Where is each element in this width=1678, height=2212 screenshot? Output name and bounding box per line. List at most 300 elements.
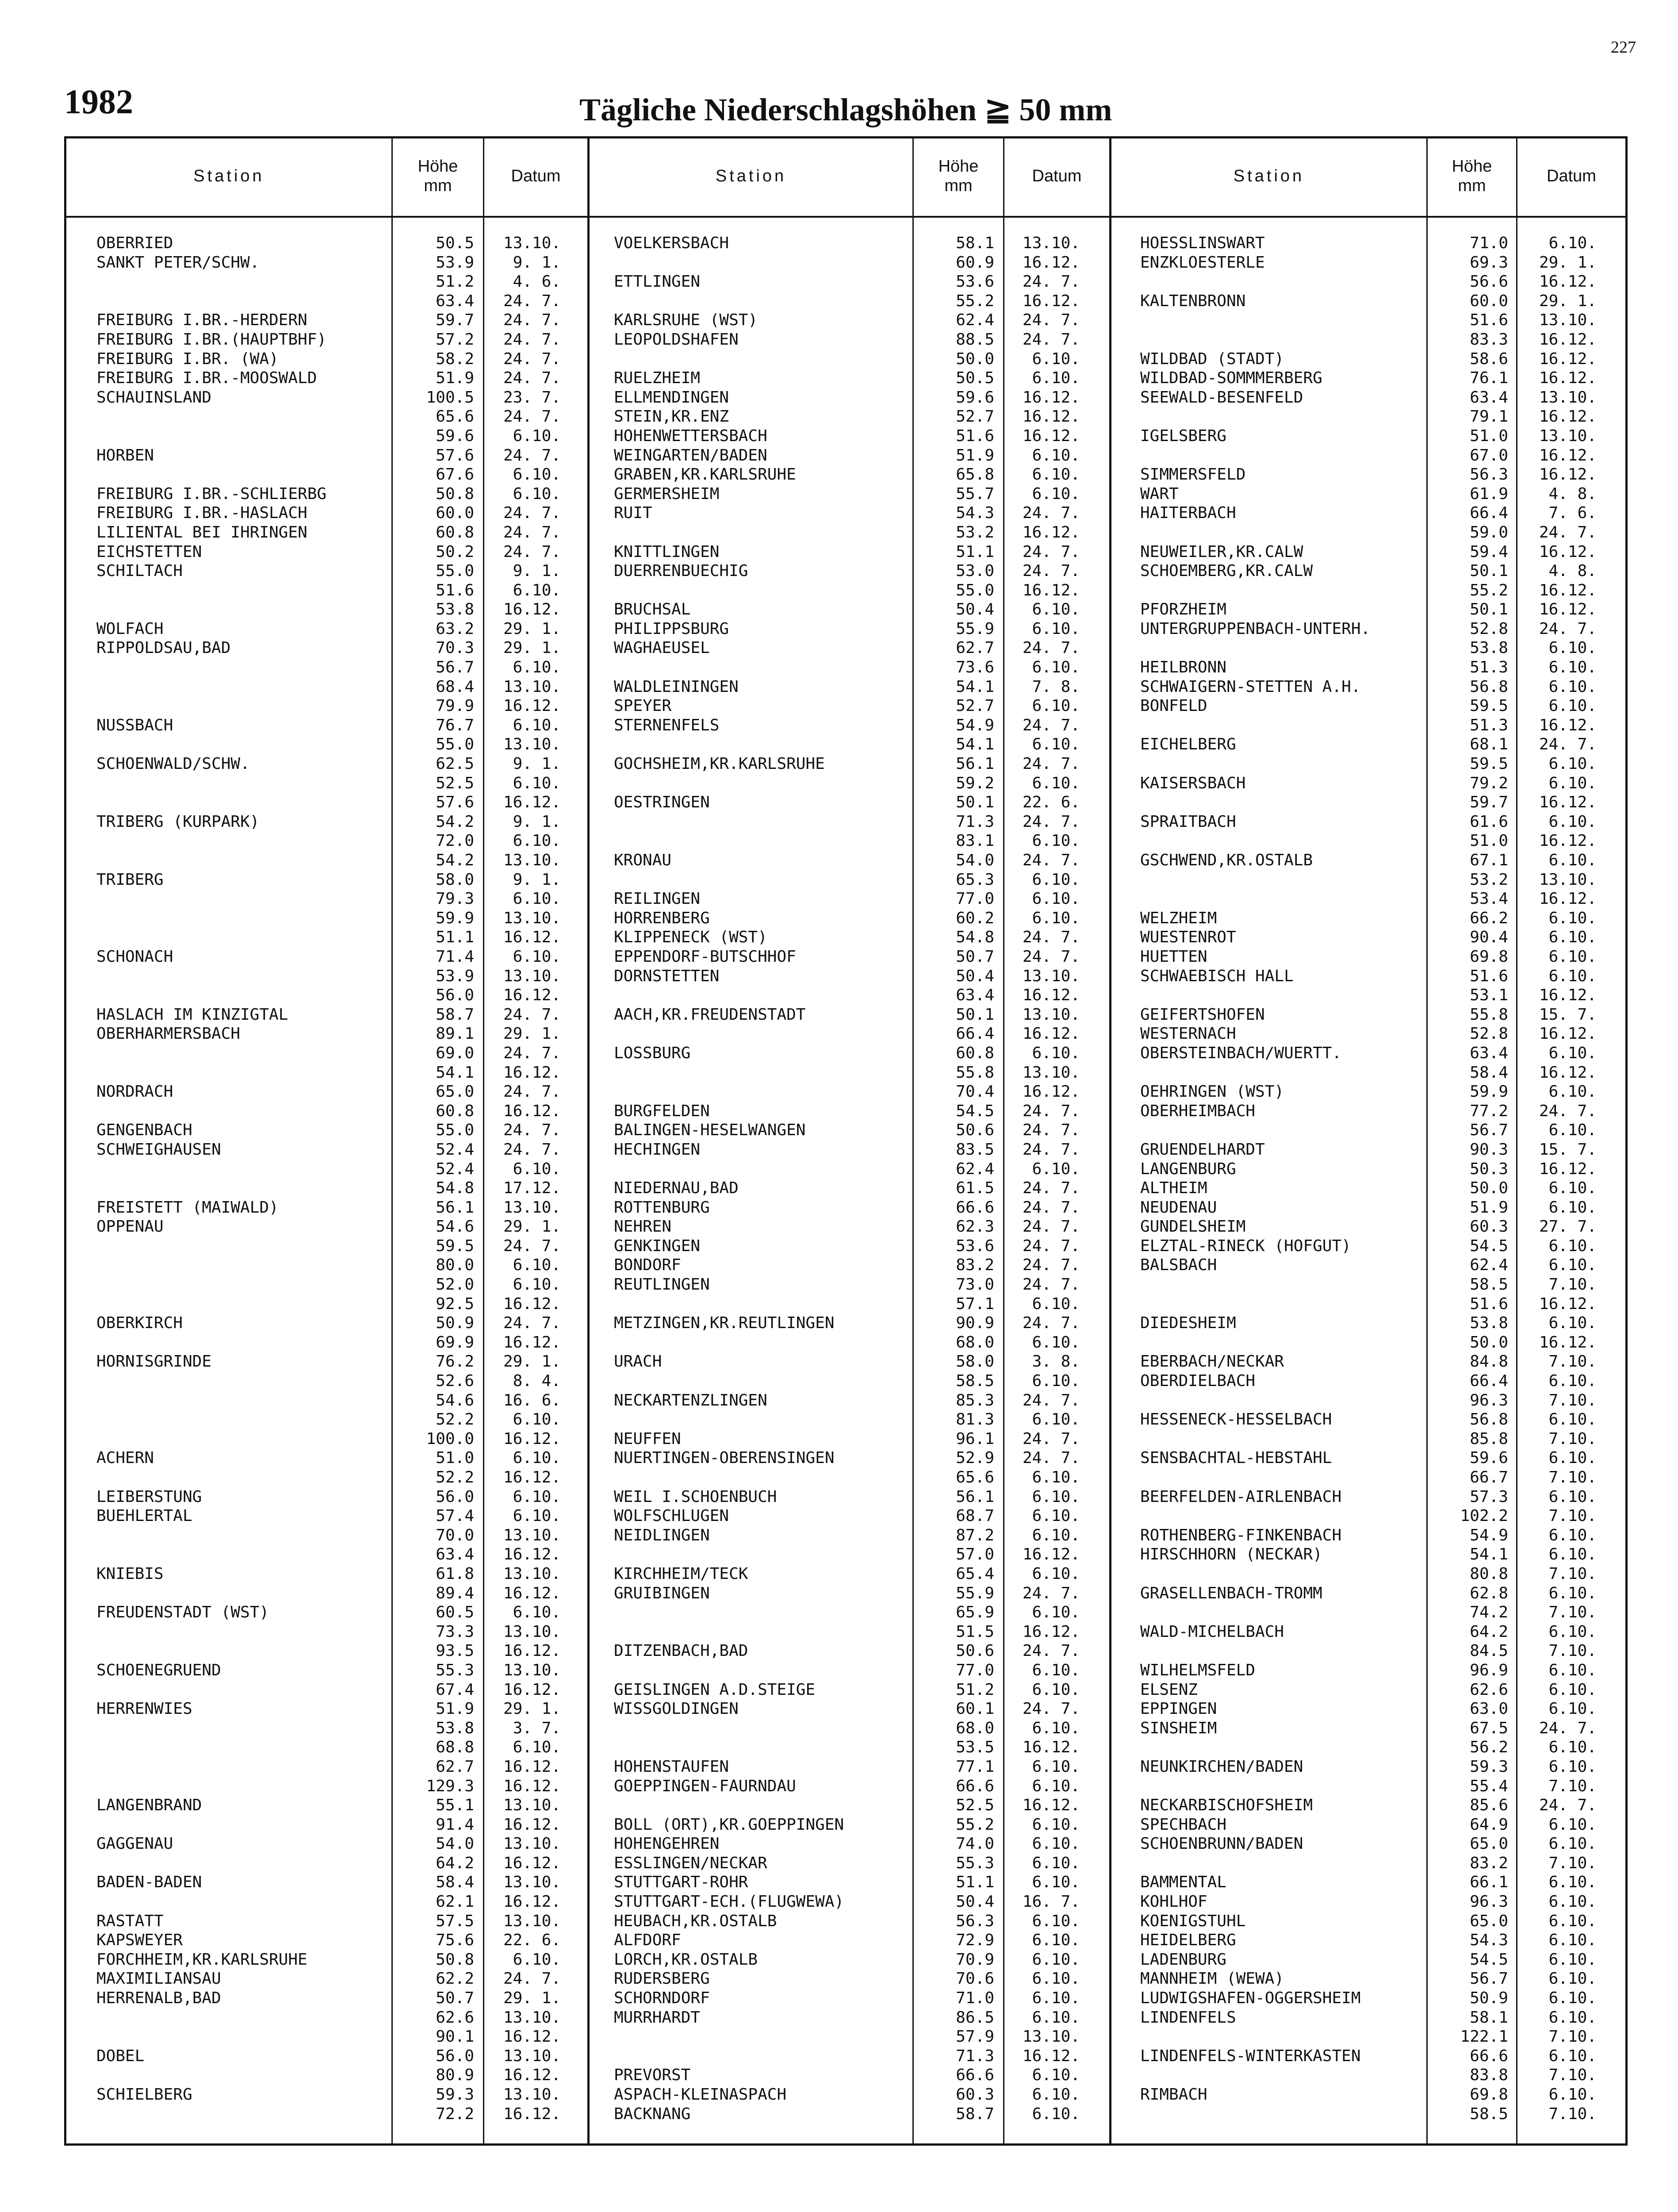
- header-height: Höhe mm: [938, 157, 979, 195]
- date-value: 6.10.: [1548, 1622, 1597, 1641]
- station-name: [614, 1622, 910, 1642]
- station-name: GRASELLENBACH-TROMM: [1140, 1584, 1322, 1602]
- height-value: 54.0: [436, 1835, 474, 1853]
- station-name: TRIBERG (KURPARK): [96, 812, 260, 831]
- height-value: 63.0: [1470, 1700, 1508, 1718]
- station-name: WOLFACH: [96, 619, 164, 638]
- date-value: 24. 7.: [503, 1121, 561, 1140]
- station-name: RIMBACH: [1140, 2085, 1207, 2104]
- station-name: [614, 1333, 910, 1352]
- date-value: 13.10.: [503, 909, 561, 927]
- date-value: 6.10.: [1548, 234, 1597, 252]
- station-name: SCHWEIGHAUSEN: [96, 1140, 221, 1159]
- station-list: [614, 234, 910, 2124]
- station-name: [1140, 1275, 1425, 1294]
- station-name: [96, 1410, 388, 1429]
- date-value: 6.10.: [1032, 1468, 1080, 1486]
- height-value: 60.0: [436, 504, 474, 522]
- height-value: 56.7: [1470, 1121, 1508, 1140]
- height-value: 62.1: [436, 1893, 474, 1911]
- station-name: HOHENSTAUFEN: [614, 1757, 729, 1776]
- station-name: [96, 600, 388, 619]
- date-value: 13.10.: [503, 1526, 561, 1544]
- height-value: 58.7: [956, 2104, 994, 2123]
- height-value: 63.4: [436, 292, 474, 310]
- height-value: 96.3: [1470, 1391, 1508, 1409]
- station-name: SPEYER: [614, 697, 672, 715]
- station-name: OBERDIELBACH: [1140, 1372, 1256, 1390]
- date-value: 24. 7.: [1022, 947, 1080, 966]
- date-value: 16.12.: [1539, 1294, 1597, 1313]
- date-value: 6.10.: [1032, 600, 1080, 619]
- station-name: FREISTETT (MAIWALD): [96, 1198, 279, 1217]
- date-value: 6.10.: [1032, 1507, 1080, 1525]
- height-value: 56.7: [436, 658, 474, 677]
- date-value: 6.10.: [1032, 2085, 1080, 2104]
- date-value: 29. 1.: [503, 619, 561, 638]
- station-name: KARLSRUHE (WST): [614, 311, 758, 330]
- height-value: 96.9: [1470, 1661, 1508, 1679]
- height-value: 56.8: [1470, 1410, 1508, 1429]
- station-name: NEUDENAU: [1140, 1198, 1217, 1217]
- height-value: 70.0: [436, 1526, 474, 1544]
- height-value: 58.1: [1470, 2008, 1508, 2027]
- station-name: [96, 1641, 388, 1661]
- height-value: 60.2: [956, 909, 994, 927]
- station-name: [1140, 311, 1425, 330]
- station-name: WALDLEININGEN: [614, 677, 739, 696]
- header-date: Datum: [1547, 167, 1596, 185]
- date-value: 7.10.: [1548, 1564, 1597, 1583]
- date-value: 6.10.: [1548, 1449, 1597, 1467]
- height-value: 54.6: [436, 1217, 474, 1236]
- station-name: WILHELMSFELD: [1140, 1661, 1256, 1679]
- height-value: 71.3: [956, 812, 994, 831]
- station-name: NUSSBACH: [96, 716, 173, 734]
- date-value: 16.12.: [1539, 369, 1597, 388]
- station-name: [1140, 1333, 1425, 1352]
- height-value: 55.1: [436, 1796, 474, 1815]
- station-name: DORNSTETTEN: [614, 967, 720, 985]
- station-name: HASLACH IM KINZIGTAL: [96, 1005, 288, 1024]
- date-value: 6.10.: [1548, 1410, 1597, 1429]
- station-name: [1140, 2104, 1425, 2124]
- date-value: 16.12.: [503, 928, 561, 947]
- station-name: GRUIBINGEN: [614, 1584, 710, 1602]
- height-value: 66.6: [956, 1198, 994, 1217]
- station-name: [1140, 1121, 1425, 1140]
- date-value: 6.10.: [1548, 1256, 1597, 1275]
- station-name: SCHORNDORF: [614, 1989, 710, 2008]
- height-value: 54.5: [1470, 1237, 1508, 1255]
- date-value: 6.10.: [1032, 349, 1080, 368]
- station-name: [1140, 446, 1425, 465]
- station-name: REUTLINGEN: [614, 1275, 710, 1294]
- station-name: WART: [1140, 484, 1179, 503]
- height-value: 50.4: [956, 1893, 994, 1911]
- date-value: 13.10.: [503, 1198, 561, 1217]
- station-name: WUESTENROT: [1140, 928, 1236, 947]
- date-value: 6.10.: [1548, 755, 1597, 773]
- height-value: 59.6: [1470, 1449, 1508, 1467]
- date-value: 7. 8.: [1032, 677, 1080, 696]
- date-value: 7.10.: [1548, 1391, 1597, 1409]
- date-value: 16.12.: [1539, 273, 1597, 291]
- height-value: 60.3: [1470, 1217, 1508, 1236]
- date-value: 29. 1.: [1539, 292, 1597, 310]
- date-value: 16.12.: [1539, 1025, 1597, 1043]
- date-value: 6.10.: [1032, 1487, 1080, 1506]
- date-value: 24. 7.: [1022, 928, 1080, 947]
- height-value: 50.0: [956, 349, 994, 368]
- station-name: STEIN,KR.ENZ: [614, 407, 729, 426]
- date-value: 16.12.: [1022, 2047, 1080, 2065]
- station-name: SINSHEIM: [1140, 1719, 1217, 1737]
- date-value: 6.10.: [513, 1449, 561, 1467]
- height-value: 52.2: [436, 1410, 474, 1429]
- station-name: [1140, 1564, 1425, 1584]
- date-value: 6.10.: [1032, 1564, 1080, 1583]
- height-value: 56.3: [956, 1912, 994, 1930]
- height-value: 54.1: [956, 677, 994, 696]
- date-value: 24. 7.: [503, 1314, 561, 1333]
- date-value: 16.12.: [1022, 1545, 1080, 1564]
- height-value: 90.1: [436, 2028, 474, 2046]
- height-value: 65.0: [1470, 1912, 1508, 1930]
- date-value: 6.10.: [1032, 1989, 1080, 2008]
- date-value: 7.10.: [1548, 2028, 1597, 2046]
- station-name: NORDRACH: [96, 1083, 173, 1101]
- height-value: 54.8: [436, 1179, 474, 1198]
- date-value: 16.12.: [1539, 446, 1597, 465]
- date-value: 6.10.: [513, 658, 561, 677]
- date-value: 24. 7.: [1022, 311, 1080, 330]
- date-value: 24. 7.: [503, 1970, 561, 1988]
- height-value: 80.8: [1470, 1564, 1508, 1583]
- date-value: 24. 7.: [503, 311, 561, 330]
- date-value: 24. 7.: [1022, 639, 1080, 657]
- date-value: 6.10.: [1548, 947, 1597, 966]
- station-name: [614, 1719, 910, 1738]
- station-name: OBERSTEINBACH/WUERTT.: [1140, 1044, 1342, 1062]
- height-value: 67.6: [436, 465, 474, 484]
- station-name: [96, 735, 388, 754]
- station-name: MANNHEIM (WEWA): [1140, 1970, 1284, 1988]
- station-name: SEEWALD-BESENFELD: [1140, 388, 1303, 407]
- height-value: 69.9: [436, 1333, 474, 1352]
- height-value: 56.3: [1470, 465, 1508, 484]
- date-value: 13.10.: [503, 677, 561, 696]
- date-value: 13.10.: [503, 851, 561, 869]
- station-name: HAITERBACH: [1140, 504, 1236, 522]
- height-value: 53.5: [956, 1738, 994, 1757]
- station-name: LANGENBURG: [1140, 1160, 1236, 1178]
- station-name: [614, 870, 910, 890]
- station-name: [96, 1680, 388, 1700]
- height-value: 66.6: [956, 2066, 994, 2085]
- station-name: FREIBURG I.BR.(HAUPTBHF): [96, 330, 327, 349]
- page-title: Tägliche Niederschlagshöhen ≧ 50 mm: [579, 92, 1112, 127]
- station-name: HOHENWETTERSBACH: [614, 426, 767, 445]
- station-name: BUEHLERTAL: [96, 1507, 192, 1525]
- date-value: 6.10.: [1032, 1854, 1080, 1872]
- station-name: [614, 1545, 910, 1564]
- date-value: 13.10.: [1539, 388, 1597, 407]
- station-name: NEUFFEN: [614, 1429, 681, 1448]
- date-value: 6.10.: [1548, 1083, 1597, 1101]
- height-value: 66.4: [956, 1025, 994, 1043]
- station-name: [1140, 716, 1425, 735]
- height-value: 65.8: [956, 465, 994, 484]
- height-value: 90.4: [1470, 928, 1508, 947]
- station-name: REILINGEN: [614, 890, 701, 908]
- date-value: 24. 7.: [503, 542, 561, 561]
- height-value: 58.5: [956, 1372, 994, 1390]
- date-value: 16.12.: [1022, 253, 1080, 272]
- height-value: 50.0: [1470, 1333, 1508, 1352]
- height-value: 62.4: [956, 1160, 994, 1178]
- height-value: 66.4: [1470, 1372, 1508, 1390]
- station-name: ENZKLOESTERLE: [1140, 253, 1265, 272]
- height-value: 54.6: [436, 1391, 474, 1409]
- station-name: [614, 1603, 910, 1622]
- station-name: SCHOENBRUNN/BADEN: [1140, 1835, 1303, 1853]
- date-value: 24. 7.: [1022, 330, 1080, 349]
- group-rule: [587, 136, 590, 2146]
- height-value: 52.4: [436, 1160, 474, 1178]
- station-name: [614, 523, 910, 542]
- date-value: 6.10.: [1032, 1333, 1080, 1352]
- date-value: 6.10.: [513, 774, 561, 792]
- date-value: 24. 7.: [1022, 851, 1080, 869]
- date-value: 24. 7.: [1022, 273, 1080, 291]
- station-name: [1140, 754, 1425, 774]
- date-value: 24. 7.: [1022, 1275, 1080, 1294]
- height-value: 63.2: [436, 619, 474, 638]
- height-value: 50.8: [436, 1950, 474, 1969]
- station-name: [96, 774, 388, 793]
- date-value: 6.10.: [513, 1738, 561, 1757]
- date-value: 6.10.: [1032, 1777, 1080, 1795]
- station-name: FREIBURG I.BR.-HERDERN: [96, 311, 307, 330]
- height-value: 58.0: [956, 1352, 994, 1371]
- date-value: 16.12.: [1022, 1738, 1080, 1757]
- date-value: 16.12.: [1022, 986, 1080, 1005]
- height-value: 54.5: [956, 1102, 994, 1120]
- station-name: [96, 1622, 388, 1642]
- station-name: ELZTAL-RINECK (HOFGUT): [1140, 1237, 1351, 1255]
- height-value: 58.4: [1470, 1063, 1508, 1082]
- height-value: 55.8: [1470, 1005, 1508, 1024]
- date-value: 13.10.: [503, 1622, 561, 1641]
- station-name: [96, 2027, 388, 2047]
- station-name: [614, 1294, 910, 1314]
- station-name: PHILIPPSBURG: [614, 619, 729, 638]
- height-value: 54.2: [436, 812, 474, 831]
- station-name: KAPSWEYER: [96, 1931, 183, 1950]
- date-value: 24. 7.: [1539, 523, 1597, 541]
- date-value: 29. 1.: [503, 1989, 561, 2008]
- station-name: [614, 1082, 910, 1102]
- date-value: 24. 7.: [1539, 735, 1597, 754]
- height-value: 53.9: [436, 253, 474, 272]
- height-value: 68.7: [956, 1507, 994, 1525]
- station-name: IGELSBERG: [1140, 426, 1227, 445]
- height-value: 61.6: [1470, 812, 1508, 831]
- station-name: NUERTINGEN-OBERENSINGEN: [614, 1449, 835, 1467]
- station-name: NEIDLINGEN: [614, 1526, 710, 1544]
- height-value: 92.5: [436, 1294, 474, 1313]
- height-value: 69.0: [436, 1044, 474, 1062]
- height-value: 65.6: [436, 407, 474, 426]
- header-height: Höhe mm: [418, 157, 458, 195]
- date-value: 6.10.: [1032, 369, 1080, 388]
- date-value: 6.10.: [1032, 484, 1080, 503]
- station-name: [96, 1160, 388, 1179]
- station-name: NEHREN: [614, 1217, 672, 1236]
- station-name: LINDENFELS: [1140, 2008, 1236, 2027]
- station-name: ASPACH-KLEINASPACH: [614, 2085, 787, 2104]
- height-value: 83.2: [1470, 1854, 1508, 1872]
- date-value: 6.10.: [1548, 1121, 1597, 1140]
- station-name: [96, 696, 388, 716]
- height-value: 73.6: [956, 658, 994, 677]
- date-value: 24. 7.: [1022, 716, 1080, 734]
- date-value: 6.10.: [1032, 735, 1080, 754]
- station-name: MAXIMILIANSAU: [96, 1970, 221, 1988]
- height-value: 57.6: [436, 793, 474, 812]
- date-value: 24. 7.: [503, 349, 561, 368]
- height-value: 52.0: [436, 1275, 474, 1294]
- date-value: 24. 7.: [1022, 1642, 1080, 1660]
- station-name: [1140, 2027, 1425, 2047]
- height-list: [1429, 234, 1508, 2124]
- height-value: 50.4: [956, 600, 994, 619]
- station-name: [1140, 1468, 1425, 1487]
- height-value: 66.6: [1470, 2047, 1508, 2065]
- station-name: KALTENBRONN: [1140, 292, 1246, 310]
- station-name: STUTTGART-ROHR: [614, 1873, 748, 1892]
- height-value: 79.3: [436, 890, 474, 908]
- date-value: 9. 1.: [513, 812, 561, 831]
- height-value: 70.3: [436, 639, 474, 657]
- height-value: 59.0: [1470, 523, 1508, 541]
- station-name: [614, 1160, 910, 1179]
- date-value: 24. 7.: [503, 446, 561, 465]
- height-value: 55.0: [956, 581, 994, 599]
- station-name: WOLFSCHLUGEN: [614, 1507, 729, 1525]
- station-name: UNTERGRUPPENBACH-UNTERH.: [1140, 619, 1371, 638]
- height-value: 53.1: [1470, 986, 1508, 1005]
- station-name: [96, 1757, 388, 1777]
- height-value: 53.8: [436, 600, 474, 619]
- height-value: 50.1: [1470, 562, 1508, 580]
- height-value: 100.5: [426, 388, 474, 407]
- station-name: SANKT PETER/SCHW.: [96, 253, 260, 272]
- station-name: WILDBAD-SOMMMERBERG: [1140, 369, 1322, 388]
- height-value: 56.7: [1470, 1970, 1508, 1988]
- height-value: 70.9: [956, 1950, 994, 1969]
- height-value: 72.0: [436, 832, 474, 850]
- height-value: 59.4: [1470, 542, 1508, 561]
- station-name: RUELZHEIM: [614, 369, 701, 388]
- station-name: GENGENBACH: [96, 1121, 192, 1140]
- station-name: EPPENDORF-BUTSCHHOF: [614, 947, 796, 966]
- station-name: [96, 967, 388, 986]
- date-value: 13.10.: [1539, 426, 1597, 445]
- height-value: 57.5: [436, 1912, 474, 1930]
- column-rule: [1426, 136, 1428, 2146]
- height-value: 63.4: [436, 1545, 474, 1564]
- height-value: 56.6: [1470, 273, 1508, 291]
- date-value: 6.10.: [1032, 1044, 1080, 1062]
- date-value: 16.12.: [503, 1294, 561, 1313]
- height-value: 85.3: [956, 1391, 994, 1409]
- height-value: 51.6: [956, 426, 994, 445]
- date-value: 24. 7.: [503, 330, 561, 349]
- height-value: 54.9: [1470, 1526, 1508, 1544]
- height-value: 66.4: [1470, 504, 1508, 522]
- station-name: [1140, 407, 1425, 426]
- height-value: 84.8: [1470, 1352, 1508, 1371]
- date-value: 6.10.: [1548, 1931, 1597, 1950]
- height-value: 56.2: [1470, 1738, 1508, 1757]
- date-value: 24. 7.: [1022, 1314, 1080, 1333]
- date-value: 16.12.: [1539, 1160, 1597, 1178]
- date-value: 6.10.: [1548, 1584, 1597, 1602]
- station-name: FORCHHEIM,KR.KARLSRUHE: [96, 1950, 307, 1969]
- date-value: 16.12.: [503, 1468, 561, 1486]
- height-value: 85.8: [1470, 1429, 1508, 1448]
- date-value: 7.10.: [1548, 1642, 1597, 1660]
- height-value: 67.1: [1470, 851, 1508, 869]
- height-value: 59.5: [1470, 697, 1508, 715]
- date-value: 24. 7.: [1022, 542, 1080, 561]
- station-name: NEUWEILER,KR.CALW: [1140, 542, 1303, 561]
- date-value: 13.10.: [503, 967, 561, 985]
- height-value: 53.6: [956, 273, 994, 291]
- station-name: SENSBACHTAL-HEBSTAHL: [1140, 1449, 1332, 1467]
- height-value: 63.4: [1470, 1044, 1508, 1062]
- height-value: 60.9: [956, 253, 994, 272]
- date-value: 16.12.: [1539, 1063, 1597, 1082]
- station-name: [96, 1719, 388, 1738]
- height-value: 50.1: [1470, 600, 1508, 619]
- height-value: 63.4: [1470, 388, 1508, 407]
- height-value: 59.2: [956, 774, 994, 792]
- height-value: 56.0: [436, 1487, 474, 1506]
- height-value: 63.4: [956, 986, 994, 1005]
- date-value: 6.10.: [1548, 697, 1597, 715]
- station-name: [96, 909, 388, 928]
- station-name: WALD-MICHELBACH: [1140, 1622, 1284, 1641]
- station-name: [614, 1796, 910, 1815]
- station-name: OBERHARMERSBACH: [96, 1025, 241, 1043]
- station-name: OBERKIRCH: [96, 1314, 183, 1333]
- height-value: 65.9: [956, 1603, 994, 1622]
- date-value: 6.10.: [1548, 658, 1597, 677]
- height-value: 59.3: [1470, 1757, 1508, 1776]
- height-value: 67.0: [1470, 446, 1508, 465]
- station-name: [96, 1815, 388, 1835]
- height-value: 83.8: [1470, 2066, 1508, 2085]
- height-value: 83.3: [1470, 330, 1508, 349]
- height-value: 58.7: [436, 1005, 474, 1024]
- date-value: 3. 8.: [1032, 1352, 1080, 1371]
- station-name: RASTATT: [96, 1912, 164, 1930]
- station-name: LOSSBURG: [614, 1044, 691, 1062]
- date-value: 7.10.: [1548, 1352, 1597, 1371]
